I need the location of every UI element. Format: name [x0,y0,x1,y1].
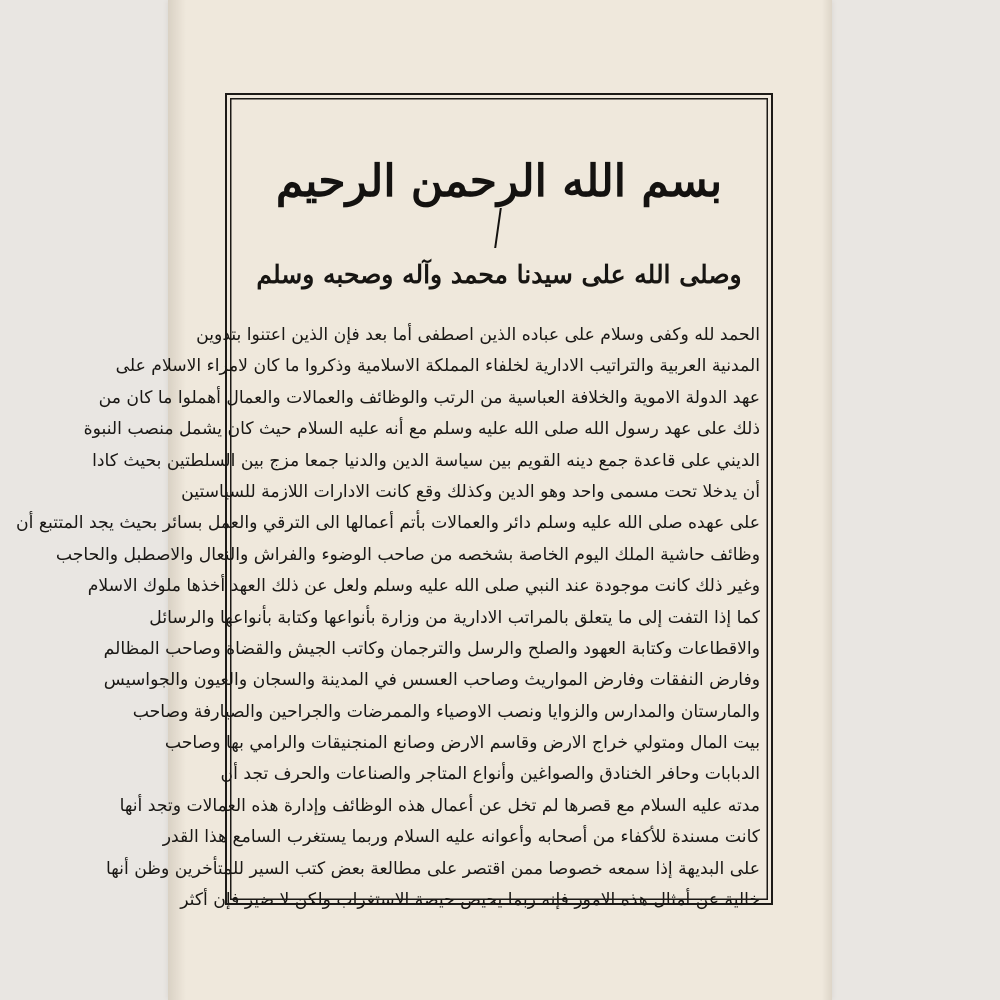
text-line: والمارستان والمدارس والزوايا ونصب الاوصياء والممرضات والجراحين والصيارفة وصاحب [132,701,760,722]
body-paragraph [16,320,760,916]
text-line: كانت مسندة للأكفاء من أصحابه وأعوانه عليه السلام وربما يستغرب السامع هذا القدر [162,827,760,848]
text-line: كما إذا التفت إلى ما يتعلق بالمراتب الادارية من وزارة بأنواعها وكتابة بأنواعها والرسائل [149,607,760,628]
text-line: بيت المال ومتولي خراج الارض وقاسم الارض وصانع المنجنيقات والرامي بها وصاحب [164,733,760,754]
salawat-subheading: وصلى الله على سيدنا محمد وآله وصحبه وسلم [256,260,742,289]
page-edge-shadow [822,0,832,1000]
text-line: وظائف حاشية الملك اليوم الخاصة بشخصه من صاحب الوضوء والفراش والنعال والاصطبل والحاجب [55,544,760,565]
text-line: الديني على قاعدة جمع دينه القويم بين سياسة الدين والدنيا جمعا مزج بين السلطتين بحيث كادا [92,450,760,471]
text-line: على البديهة إذا سمعه خصوصا ممن اقتصر على مطالعة بعض كتب السير للمتأخرين وظن أنها [106,858,760,879]
text-line: ذلك على عهد رسول الله صلى الله عليه وسلم مع أنه عليه السلام حيث كان يشمل منصب النبوة [83,419,760,440]
text-line: الدبابات وحافر الخنادق والصواغين وأنواع المتاجر والصناعات والحرف تجد أن [220,764,760,785]
text-line: وفارض النفقات وفارض المواريث وصاحب العسس في المدينة والسجان والعيون والجواسيس [103,670,760,691]
text-line: الحمد لله وكفى وسلام على عباده الذين اصطفى أما بعد فإن الذين اعتنوا بتدوين [196,325,760,345]
text-line: عهد الدولة الاموية والخلافة العباسية من الرتب والوظائف والعمالات والعمال أهملوا ما كان من [98,387,760,408]
text-line: وغير ذلك كانت موجودة عند النبي صلى الله عليه وسلم ولعل عن ذلك العهد أخذها ملوك الاسلام [87,576,760,597]
text-line: على عهده صلى الله عليه وسلم دائر والعمالات بأتم أعمالها الى الترقي والعمل بسائر بحيث يجد المتتبع أن [16,513,760,534]
text-line: خالية عن أمثال هذه الامور فإنه ربما يحيص حيصة الاستغراب ولكن لا ضير فإن أكثر [180,890,760,911]
text-line: المدنية العربية والتراتيب الادارية لخلفاء المملكة الاسلامية وذكروا ما كان لامراء الاسلام على [115,356,760,377]
basmala-heading: بسم الله الرحمن الرحيم [275,156,723,207]
text-line: أن يدخلا تحت مسمى واحد وهو الدين وكذلك وقع كانت الادارات اللازمة للسياستين [181,481,760,502]
text-line: والاقطاعات وكتابة العهود والصلح والرسل والترجمان وكاتب الجيش والقضاة وصاحب المظالم [103,638,760,659]
text-line: مدته عليه السلام مع قصرها لم تخل عن أعمال هذه الوظائف وإدارة هذه العمالات وتجد أنها [119,795,760,816]
